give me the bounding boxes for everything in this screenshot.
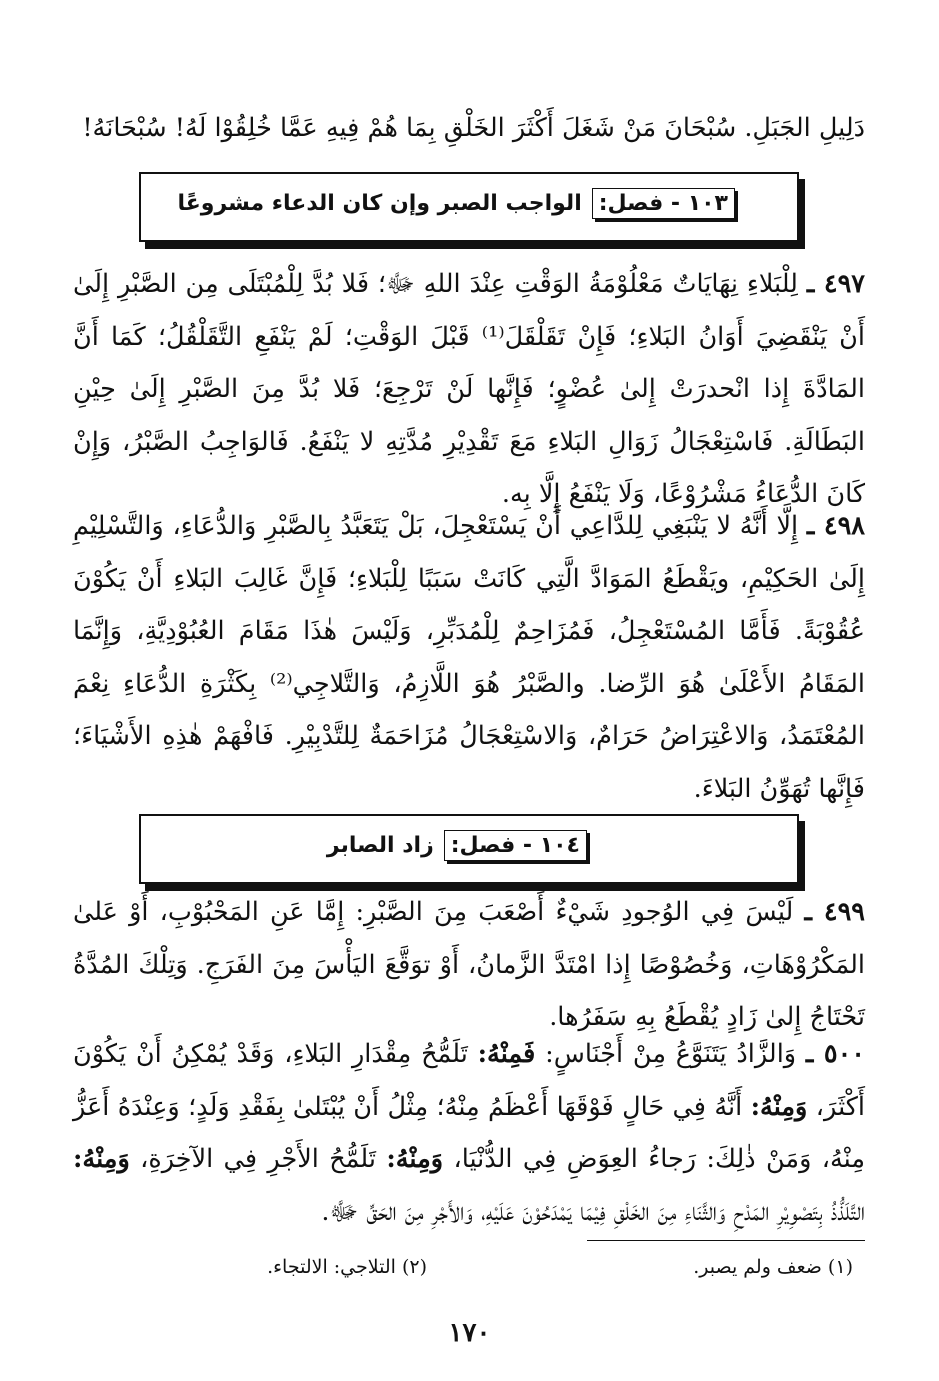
- paragraph-text: تَلَمُّحُ مِقْدَارِ البَلاءِ، وَقَدْ يُمْكِنُ أَنْ يَكُوْنَ أَكْثَرَ،: [73, 1039, 865, 1122]
- paragraph-intro: وَالزَّادُ يَتَنَوَّعُ مِنْ أَجْنَاسٍ:: [545, 1039, 797, 1069]
- paragraph-499: [73, 886, 865, 1044]
- paragraph-text: لِلْبَلاءِ نِهَايَاتٌ مَعْلُوْمَةُ الوَقْتِ عِنْدَ اللهِ ﷻ؛ فَلا بُدَّ لِلْمُبْتَلَى مِن الصَّبْرِ إِلَىٰ أَنْ يَنْقَضِيَ أَوَانُ البَلاءِ؛ فَإِنْ تَقَلْقَلَ⁽¹⁾ قَبْلَ الوَقْتِ؛ لَمْ يَنْفَعِ التَّقَلْقُلُ؛ كَمَا أَنَّ المَادَّةَ إِذا انْحدرَتْ إِلىٰ عُضْوٍ؛ فَإِنَّها لَنْ تَرْجِعَ؛ فَلا بُدَّ مِنَ الصَّبْرِ إِلَىٰ حِيْنِ البَطَالَةِ. فَاسْتِعْجَالُ زَوَالِ البَلاءِ مَعَ تَقْدِيْرِ مُدَّتِهِ لا يَنْفَعُ. فَالوَاجِبُ الصَّبْرُ، وَإِنْ كَانَ الدُّعَاءُ مَشْرُوْعًا، وَلَا يَنْفَعُ إِلَّا بِه.: [73, 269, 865, 510]
- keyword: فَمِنْهُ:: [477, 1039, 536, 1069]
- paragraph-500: [73, 1028, 865, 1238]
- paragraph-number: ٥٠٠ ـ: [805, 1039, 865, 1069]
- section-heading-104: [139, 814, 799, 884]
- continuation-line: دَلِيلِ الجَبَلِ. سُبْحَانَ مَنْ شَغَلَ أَكْثَرَ الخَلْقِ بِمَا هُمْ فِيهِ عَمَّا خُلِقُوْا لَهُ! سُبْحَانَهُ!: [82, 113, 865, 143]
- paragraph-text: أَنَّهُ فِي حَالٍ فَوْقَهَا أَعْظَمُ مِنْهُ؛ مِثْلُ أَنْ يُبْتَلىٰ بِفَقْدِ وَلَدٍ؛ وَعِنْدَهُ أَعَزُّ مِنْهُ، وَمَنْ ذٰلِكَ: رَجاءُ العِوَضِ فِي الدُّنْيَا،: [73, 1091, 866, 1175]
- paragraph-text: لَيْسَ فِي الوُجودِ شَيْءٌ أَصْعَبَ مِنَ الصَّبْرِ: إِمَّا عَنِ المَحْبُوْبِ، أَوْ عَلىٰ المَكْرُوْهَاتِ، وَخُصُوْصًا إِذا امْتَدَّ الزَّمانُ، أَوْ توَقَّعَ اليَأْسَ مِنَ الفَرَجِ. وَتِلْكَ المُدَّةُ تَحْتَاجُ إِلىٰ زَادٍ يُقْطَعُ بِهِ سَفَرُها.: [73, 897, 865, 1033]
- paragraph-number: ٤٩٨ ـ: [806, 511, 865, 541]
- keyword: وَمِنْهُ:: [386, 1144, 444, 1175]
- section-number-label: ١٠٤ - فصل:: [444, 830, 587, 861]
- keyword: وَمِنْهُ:: [750, 1091, 808, 1122]
- section-title: الواجب الصبر وإن كان الدعاء مشروعًا: [177, 191, 582, 216]
- paragraph-text: التَّلَذُّذُ بِتَصْوِيْرِ المَدْحِ وَالثَّنَاءِ مِنَ الخَلْقِ فِيْمَا يَمْدَحُوْنَ عَلَيْهِ، وَالأَجْرِ مِنَ الحَقِّ ﷻ.: [321, 1196, 865, 1227]
- paragraph-number: ٤٩٧ ـ: [806, 269, 865, 299]
- keyword: وَمِنْهُ:: [73, 1144, 130, 1175]
- section-number-label: ١٠٣ - فصل:: [592, 188, 735, 219]
- footnote-2: (٢) التلاجي: الالتجاء.: [267, 1256, 427, 1278]
- paragraph-number: ٤٩٩ ـ: [804, 897, 865, 927]
- section-title: زاد الصابر: [326, 833, 434, 858]
- section-heading-103: [139, 172, 799, 242]
- page-number: ١٧٠: [448, 1318, 491, 1348]
- paragraph-text: تَلَمُّحُ الأَجْرِ فِي الآخِرَةِ،: [140, 1144, 376, 1175]
- footnote-1: (١) ضعف ولم يصبر.: [693, 1256, 853, 1278]
- paragraph-497: [73, 258, 865, 521]
- footnote-separator: [587, 1240, 865, 1241]
- paragraph-498: [73, 500, 865, 816]
- paragraph-text: إِلَّا أَنَّهُ لا يَنْبَغِي لِلدَّاعِي أَنْ يَسْتَعْجِلَ، بَلْ يَتَعَبَّدُ بِالصَّبْرِ وَالدُّعَاءِ، وَالتَّسْلِيْمِ إِلَىٰ الحَكِيْمِ، ويَقْطَعُ المَوَادَّ الَّتِي كَانَتْ سَبَبًا لِلْبَلاءِ؛ فَإِنَّ غَالِبَ البَلاءِ أَنْ يَكُوْنَ عُقُوْبَةً. فَأَمَّا المُسْتَعْجِلُ، فَمُزَاحِمٌ لِلْمُدَبِّرِ، وَلَيْسَ هٰذَا مَقَامَ العُبُوْدِيَّةِ، وَإِنَّمَا المَقَامُ الأَعْلَىٰ هُوَ الرِّضا. والصَّبْرُ هُوَ اللَّازِمُ، وَالتَّلاجِي⁽²⁾ بِكَثْرَةِ الدُّعَاءِ نِعْمَ المُعْتَمَدُ، وَالاعْتِرَاضُ حَرَامٌ، وَالاسْتِعْجَالُ مُزَاحَمَةٌ لِلتَّدْبِيْرِ. فَافْهَمْ هٰذِهِ الأَشْيَاءَ؛ فَإِنَّها تُهَوِّنُ البَلاءَ.: [73, 511, 865, 804]
